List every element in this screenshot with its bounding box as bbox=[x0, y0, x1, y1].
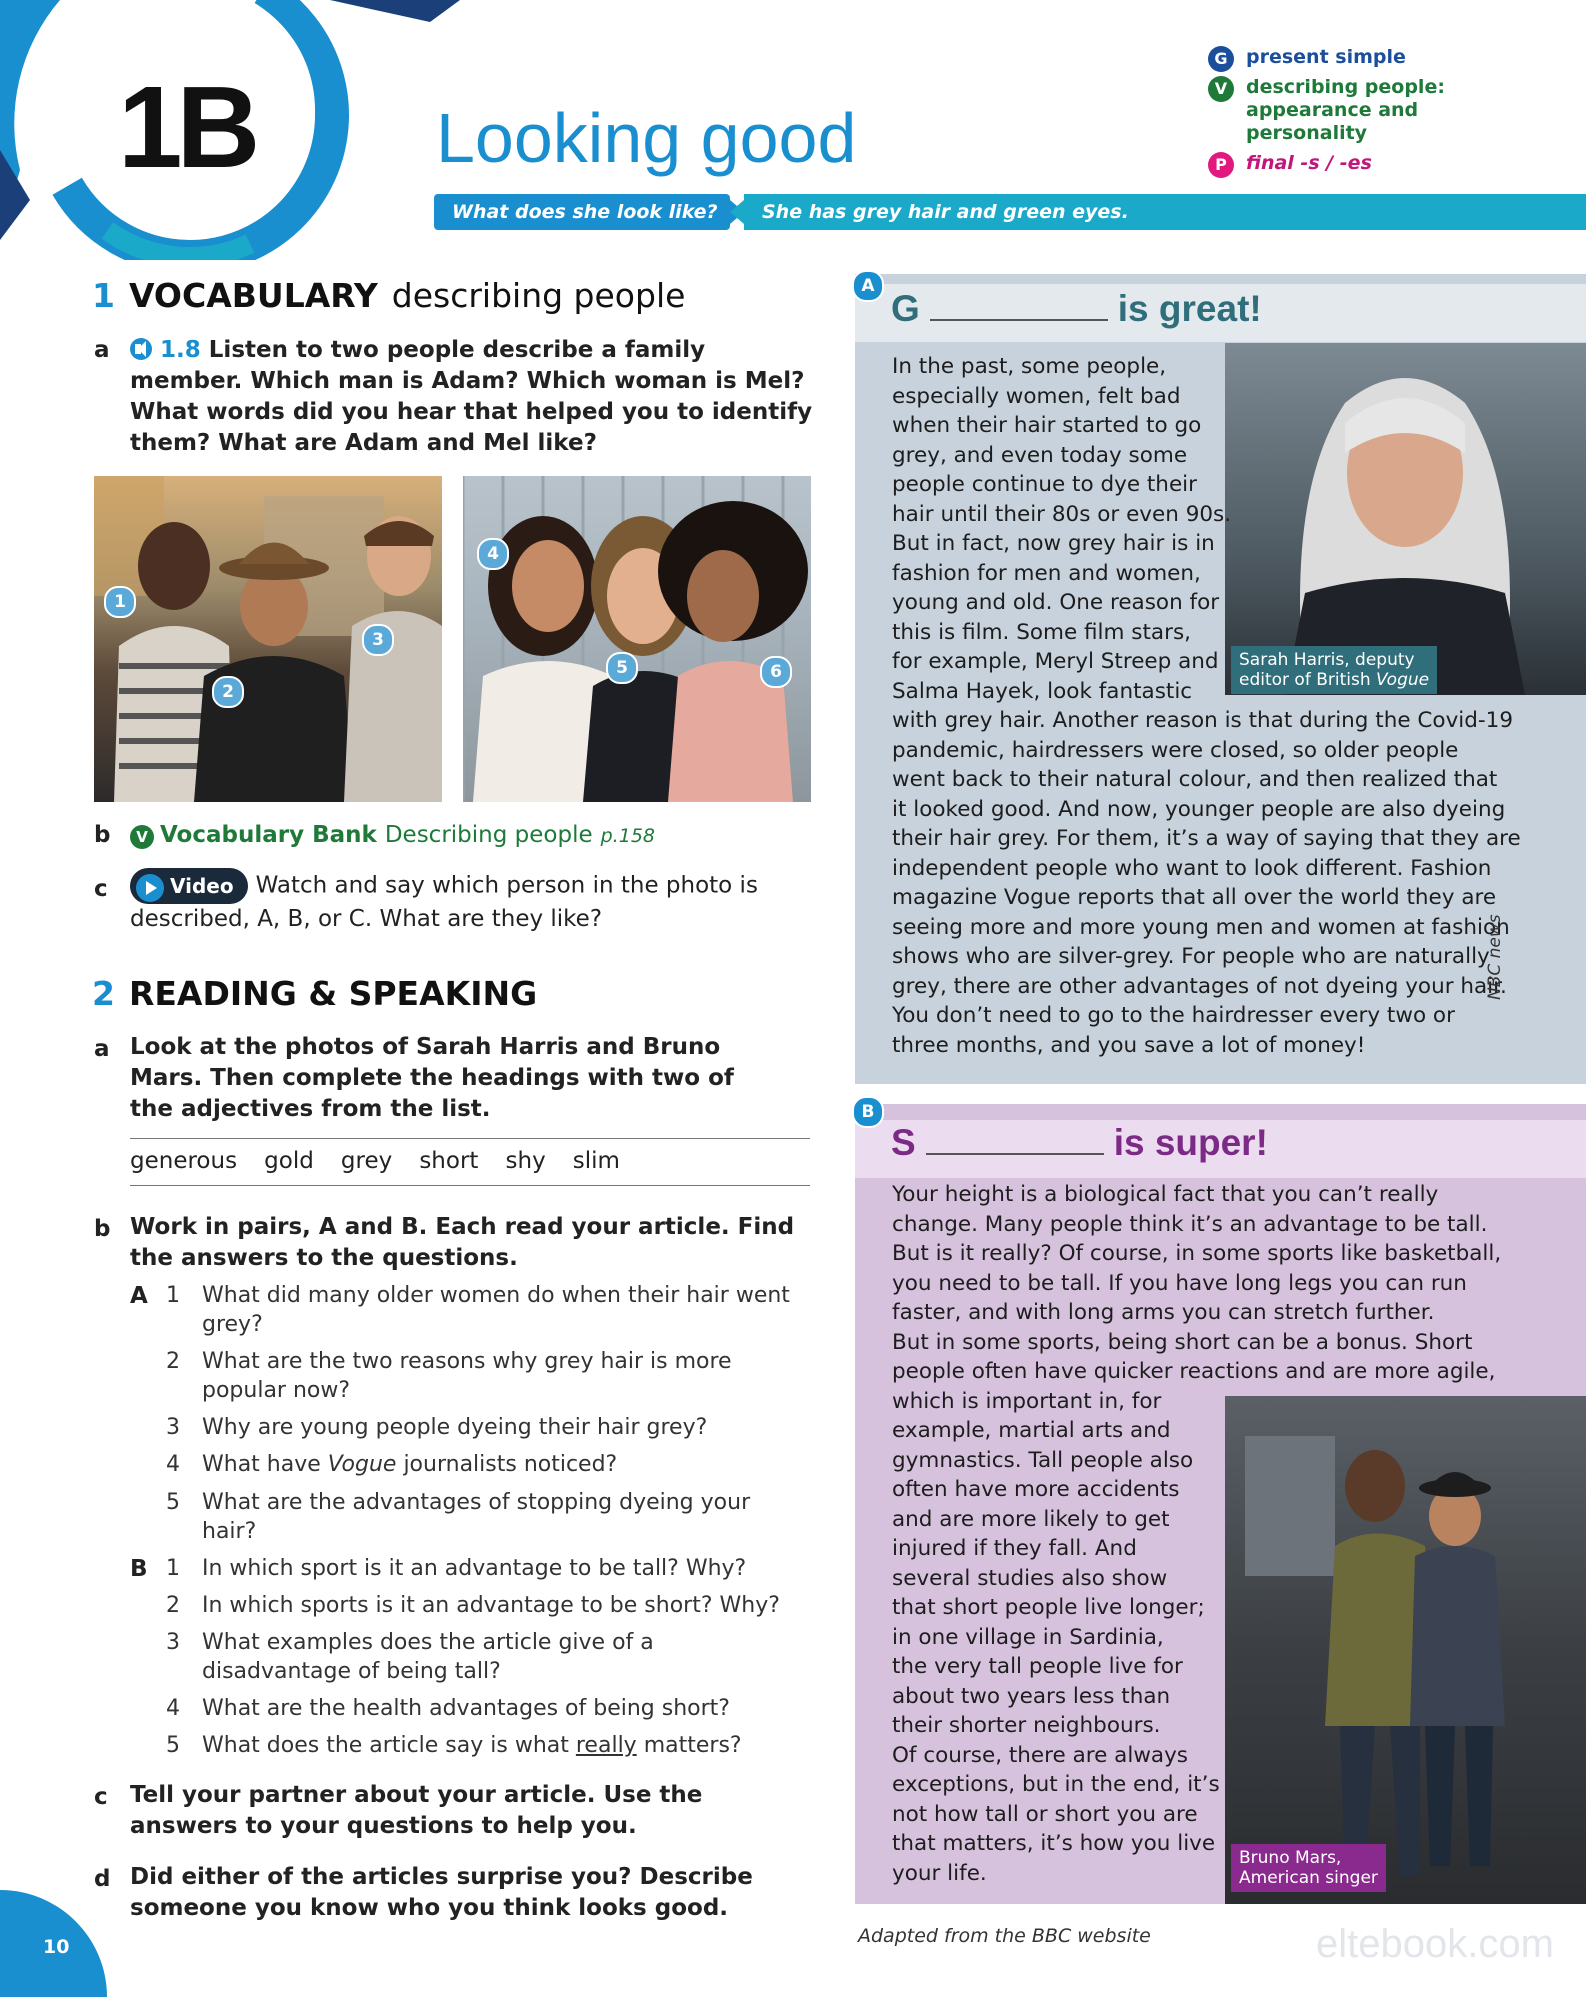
article-line: with grey hair. Another reason is that during the Covid-19 bbox=[892, 708, 1514, 733]
exercise-2b-text: Work in pairs, A and B. Each read your article. Find the answers to the questions. bbox=[130, 1214, 795, 1271]
article-line: your life. bbox=[892, 1860, 987, 1886]
vocabulary-bank-label: Vocabulary Bank bbox=[160, 822, 377, 848]
question-number: 5 bbox=[166, 1733, 180, 1758]
article-line: people often have quicker reactions and are more agile, bbox=[892, 1359, 1496, 1384]
article-line: hair until their 80s or even 90s. bbox=[892, 501, 1232, 527]
item-letter: c bbox=[94, 1784, 108, 1810]
article-line: exceptions, but in the end, it’s bbox=[892, 1772, 1220, 1797]
pronunciation-badge: P bbox=[1208, 152, 1234, 178]
photo-number: 1 bbox=[104, 586, 136, 618]
section-1-heading bbox=[92, 276, 685, 315]
section-2-heading bbox=[92, 974, 537, 1013]
exercise-2a-text: Look at the photos of Sarah Harris and Bruno Mars. Then complete the headings with two of the adjectives from the list. bbox=[130, 1034, 734, 1122]
caption-line: American singer bbox=[1239, 1868, 1378, 1888]
photo-women bbox=[463, 476, 811, 802]
article-line: their hair grey. For them, it’s a way of saying that they are bbox=[892, 826, 1521, 851]
article-line: about two years less than bbox=[892, 1683, 1171, 1709]
audio-icon[interactable] bbox=[130, 338, 152, 360]
question-text bbox=[202, 1450, 802, 1479]
source-tag: NBC news bbox=[1485, 914, 1505, 1000]
photo-number: 5 bbox=[606, 652, 638, 684]
play-icon bbox=[136, 874, 164, 902]
article-a-body bbox=[892, 352, 1521, 1060]
vocabulary-bank-page: p.158 bbox=[600, 825, 655, 847]
article-b-body bbox=[892, 1180, 1501, 1888]
unit-code: 1B bbox=[118, 62, 255, 192]
vocabulary-focus-text: describing people: appearance and personality bbox=[1246, 76, 1445, 144]
article-line: this is film. Some film stars, bbox=[892, 619, 1191, 645]
article-line: young and old. One reason for bbox=[892, 590, 1220, 615]
source-credit: Adapted from the BBC website bbox=[858, 1925, 1151, 1947]
question-text-part: What have bbox=[202, 1452, 328, 1477]
exercise-1c bbox=[130, 868, 820, 935]
question-number: 2 bbox=[166, 1593, 180, 1618]
photo-men bbox=[94, 476, 442, 802]
article-line: seeing more and more young men and women at fashion bbox=[892, 914, 1510, 940]
section-title: READING & SPEAKING bbox=[128, 974, 538, 1013]
vocabulary-bank-topic: Describing people bbox=[384, 822, 593, 848]
magazine-name: Vogue bbox=[327, 1452, 397, 1477]
article-line: not how tall or short you are bbox=[892, 1801, 1198, 1827]
question-number: 3 bbox=[166, 1630, 180, 1655]
grammar-focus-text: present simple bbox=[1246, 46, 1406, 68]
section-title: VOCABULARY bbox=[128, 276, 378, 315]
article-line: pandemic, hairdressers were closed, so older people bbox=[892, 737, 1459, 763]
exercise-2c-text: Tell your partner about your article. Use the answers to your questions to help you. bbox=[130, 1782, 703, 1839]
item-letter: b bbox=[94, 1216, 111, 1242]
title-first-letter: S bbox=[891, 1122, 916, 1163]
question-text: What are the two reasons why grey hair is more popular now? bbox=[202, 1349, 732, 1403]
article-line: grey, there are other advantages of not dyeing your hair. bbox=[892, 973, 1507, 999]
question-text-part: What does the article say is what bbox=[202, 1733, 576, 1758]
photo-number: 6 bbox=[760, 656, 792, 688]
article-line: the very tall people live for bbox=[892, 1654, 1183, 1679]
caption-line: Sarah Harris, deputy bbox=[1239, 650, 1415, 670]
photo-number: 3 bbox=[362, 624, 394, 656]
underlined-word: really bbox=[575, 1733, 637, 1758]
article-b-title bbox=[891, 1122, 1268, 1164]
article-line: fashion for men and women, bbox=[892, 560, 1201, 586]
question-number: 5 bbox=[166, 1490, 180, 1515]
article-letter: B bbox=[852, 1096, 884, 1128]
article-line: several studies also show bbox=[892, 1565, 1168, 1591]
article-line: when their hair started to go bbox=[892, 413, 1202, 438]
article-line: their shorter neighbours. bbox=[892, 1713, 1161, 1738]
article-line: it looked good. And now, younger people are also dyeing bbox=[892, 796, 1506, 822]
vocabulary-badge: V bbox=[1208, 76, 1234, 102]
article-line: in one village in Sardinia, bbox=[892, 1624, 1164, 1650]
article-line: But in some sports, being short can be a bonus. Short bbox=[892, 1329, 1473, 1355]
photo-number: 2 bbox=[212, 676, 244, 708]
question-number: 1 bbox=[166, 1283, 180, 1308]
article-line: gymnastics. Tall people also bbox=[892, 1447, 1194, 1473]
word-item: slim bbox=[572, 1148, 620, 1174]
title-end: is super! bbox=[1113, 1122, 1268, 1163]
video-button[interactable] bbox=[130, 868, 248, 904]
exercise-1a-text: Listen to two people describe a family member. Which man is Adam? Which woman is Mel? What words did you hear that helped you to identify them? What are Adam and Mel like? bbox=[130, 337, 813, 456]
title-first-letter: G bbox=[891, 288, 920, 329]
unit-title: Looking good bbox=[436, 99, 857, 177]
title-end: is great! bbox=[1117, 288, 1262, 329]
exercise-1a bbox=[130, 335, 820, 459]
exercise-2d-text: Did either of the articles surprise you? Describe someone you know who you think looks good. bbox=[130, 1864, 753, 1921]
photo-number: 4 bbox=[477, 538, 509, 570]
article-line: In the past, some people, bbox=[892, 354, 1167, 379]
question-text bbox=[202, 1731, 802, 1760]
question-text-part: matters? bbox=[636, 1733, 742, 1758]
section-subtitle: describing people bbox=[391, 276, 686, 315]
adjective-word-list bbox=[130, 1138, 810, 1186]
article-line: change. Many people think it’s an advantage to be tall. bbox=[892, 1211, 1488, 1237]
question-text: What are the advantages of stopping dyeing your hair? bbox=[202, 1490, 751, 1544]
article-line: You don’t need to go to the hairdresser every two or bbox=[892, 1003, 1455, 1028]
item-letter: b bbox=[94, 822, 111, 848]
article-line: Of course, there are always bbox=[892, 1742, 1189, 1768]
article-a bbox=[855, 274, 1586, 1084]
grammar-badge: G bbox=[1208, 46, 1234, 72]
vocabulary-badge-icon: V bbox=[130, 825, 154, 849]
section-number: 2 bbox=[92, 974, 115, 1013]
title-blank bbox=[926, 1153, 1104, 1155]
item-letter: a bbox=[94, 337, 110, 363]
article-line: went back to their natural colour, and then realized that bbox=[892, 767, 1498, 792]
caption-line: Bruno Mars, bbox=[1239, 1848, 1342, 1868]
item-letter: c bbox=[94, 876, 108, 902]
word-item: short bbox=[419, 1148, 479, 1174]
item-letter: a bbox=[94, 1036, 110, 1062]
question-text-part: journalists noticed? bbox=[396, 1452, 618, 1477]
article-line: But in fact, now grey hair is in bbox=[892, 531, 1215, 556]
article-line: example, martial arts and bbox=[892, 1418, 1171, 1443]
question-number: 4 bbox=[166, 1696, 180, 1721]
article-line: injured if they fall. And bbox=[892, 1536, 1137, 1561]
article-line: three months, and you save a lot of money! bbox=[892, 1032, 1366, 1058]
article-line: you need to be tall. If you have long legs you can run bbox=[892, 1270, 1467, 1296]
word-item: generous bbox=[130, 1148, 238, 1174]
article-line: magazine Vogue reports that all over the world they are bbox=[892, 885, 1497, 910]
article-line: and are more likely to get bbox=[892, 1506, 1170, 1532]
vocabulary-bank-link[interactable] bbox=[130, 820, 820, 852]
article-line: that matters, it’s how you live bbox=[892, 1831, 1216, 1856]
word-item: shy bbox=[505, 1148, 546, 1174]
item-letter: d bbox=[94, 1866, 111, 1892]
page-number: 10 bbox=[43, 1936, 70, 1958]
question-text: What did many older women do when their hair went grey? bbox=[202, 1283, 790, 1337]
article-line: especially women, felt bad bbox=[892, 383, 1181, 409]
question-pill: What does she look like? bbox=[434, 194, 730, 230]
article-line: Salma Hayek, look fantastic bbox=[892, 678, 1193, 704]
question-group-b: B bbox=[130, 1556, 148, 1582]
audio-track: 1.8 bbox=[160, 337, 201, 363]
article-line: that short people live longer; bbox=[892, 1595, 1205, 1620]
question-number: 2 bbox=[166, 1349, 180, 1374]
article-line: shows who are silver-grey. For people who are naturally bbox=[892, 944, 1490, 969]
article-b bbox=[855, 1104, 1586, 1904]
article-a-title bbox=[891, 288, 1262, 330]
exercise-1c-text: Watch and say which person in the photo is described, A, B, or C. What are they like? bbox=[130, 872, 758, 932]
watermark: eltebook.com bbox=[1316, 1922, 1554, 1966]
answer-pill: She has grey hair and green eyes. bbox=[744, 194, 1147, 230]
question-text: Why are young people dyeing their hair grey? bbox=[202, 1415, 708, 1440]
title-blank bbox=[930, 319, 1108, 321]
question-number: 3 bbox=[166, 1415, 180, 1440]
question-text: In which sports is it an advantage to be short? Why? bbox=[202, 1593, 780, 1618]
article-line: faster, and with long arms you can stretch further. bbox=[892, 1300, 1435, 1325]
article-line: But is it really? Of course, in some sports like basketball, bbox=[892, 1241, 1502, 1266]
word-item: grey bbox=[340, 1148, 393, 1174]
word-item: gold bbox=[264, 1148, 314, 1174]
article-line: people continue to dye their bbox=[892, 472, 1197, 497]
caption-magazine: Vogue bbox=[1376, 670, 1430, 690]
caption-text: editor of British bbox=[1239, 670, 1377, 690]
article-line: often have more accidents bbox=[892, 1477, 1180, 1502]
photo-women-illustration bbox=[463, 476, 811, 802]
question-number: 1 bbox=[166, 1556, 180, 1581]
question-text: In which sport is it an advantage to be tall? Why? bbox=[202, 1556, 747, 1581]
article-line: which is important in, for bbox=[892, 1388, 1162, 1414]
question-text: What are the health advantages of being short? bbox=[202, 1696, 730, 1721]
question-group-a: A bbox=[130, 1283, 148, 1309]
article-line: grey, and even today some bbox=[892, 442, 1188, 468]
question-number: 4 bbox=[166, 1452, 180, 1477]
article-line: independent people who want to look different. Fashion bbox=[892, 855, 1492, 881]
video-label: Video bbox=[170, 874, 234, 898]
pronunciation-focus-text: final -s / -es bbox=[1246, 152, 1372, 174]
article-letter: A bbox=[852, 270, 884, 302]
question-text: What examples does the article give of a disadvantage of being tall? bbox=[202, 1630, 654, 1684]
article-line: for example, Meryl Streep and bbox=[892, 649, 1219, 674]
section-number: 1 bbox=[92, 276, 115, 315]
article-line: Your height is a biological fact that you can’t really bbox=[892, 1182, 1439, 1207]
